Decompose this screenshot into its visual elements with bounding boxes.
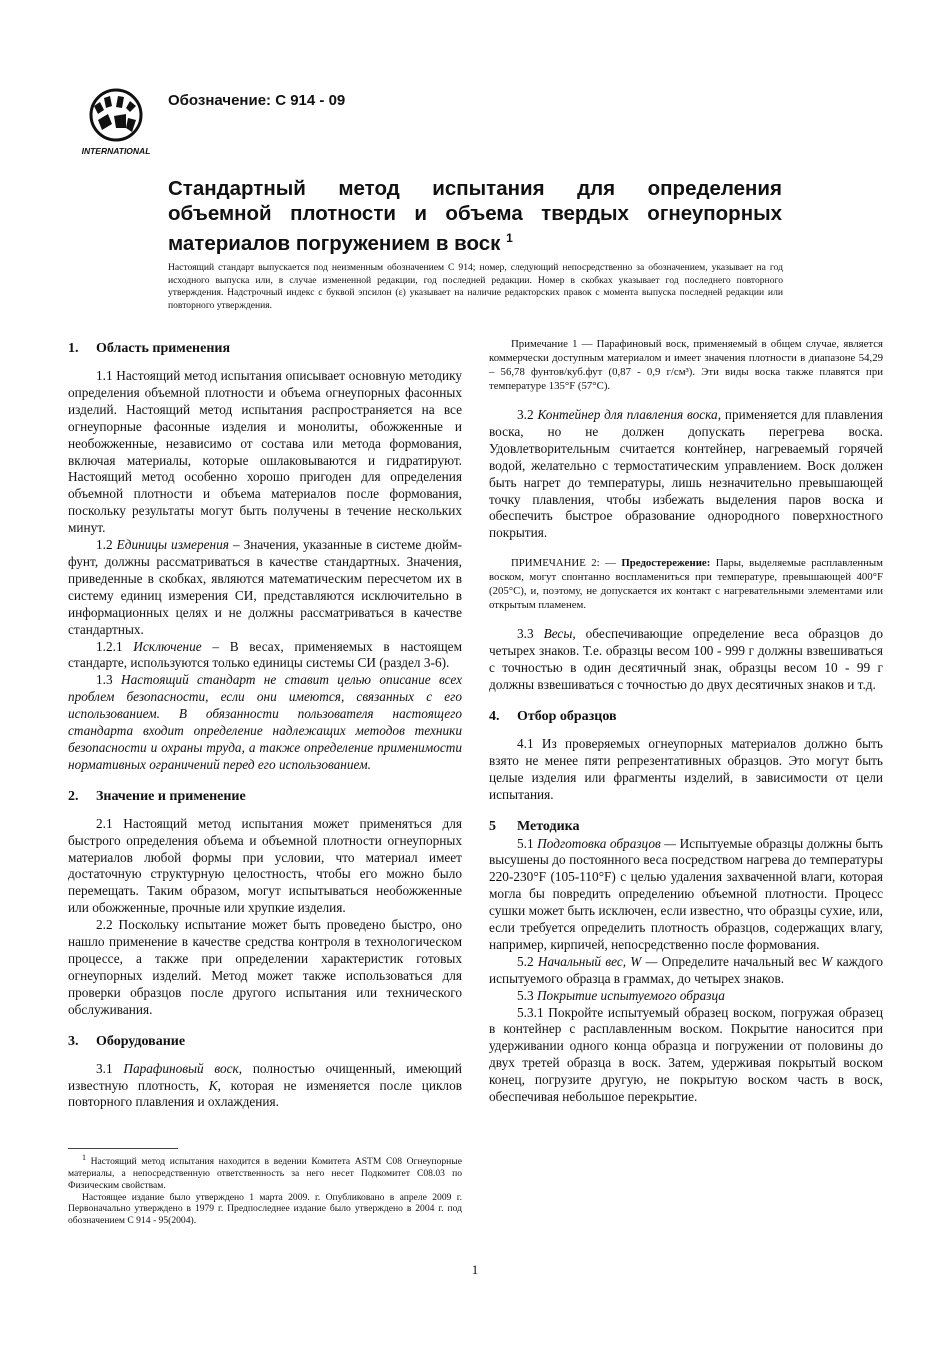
para-2-1: 2.1 Настоящий метод испытания может применяться для быстрого определения объема и объемной плотности огнеупорных материалов любой формы при условии, что материал имеет достаточную структурную целостность, чтобы его можно было перемещать. Таким образом, могут испытываться необожженные или обожженные, прочные или хрупкие изделия. — [68, 815, 462, 916]
preamble: Настоящий стандарт выпускается под неизменным обозначением C 914; номер, следующий непосредственно за обозначением, указывает на год исходного выпуска или, в случае измененной редакции, год последней редакции. Номер в скобках указывает год последнего повторного утверждения. Надстрочный индекс с буквой эпсилон (ε) указывает на наличие редакторских правок с момента выпуска последней редакции или повторного утверждения. — [168, 262, 783, 311]
footnote-2: Настоящее издание было утверждено 1 марта 2009. г. Опубликовано в апреле 2009 г. Первоначально утверждено в 1979 г. Предпоследнее издание было утверждено в 2004 г. под обозначением C 914 - 95(2004). — [68, 1191, 462, 1227]
para-1-1: 1.1 Настоящий метод испытания описывает основную методику определения объемной плотности и объема огнеупорных фасонных изделий. Настоящий метод испытания распространяется на все огнеупорные фасонные изделия и монолиты, обожженные и необожженные, независимо от состава или метода формования, включая материалы, которые ошлаковываются и гидратируют. Настоящий метод особенно хорошо пригоден для определения объемной плотности и объема материалов после формования, поскольку результаты могут быть получены в течение нескольких минут. — [68, 368, 462, 536]
left-column — [68, 340, 462, 1111]
section-5-heading: 5 Методика — [489, 818, 580, 834]
page-number: 1 — [471, 1262, 479, 1277]
right-column — [489, 337, 883, 1106]
section-4-heading: 4. Отбор образцов — [489, 708, 617, 724]
note-1: Примечание 1 — Парафиновый воск, применяемый в общем случае, является коммерчески доступным материалом и имеет значения плотности в диапазоне 54,29 – 56,78 фунтов/куб.фут (0,87 - 0,9 г/см³). Эти виды воска также плавятся при температуре 135°F (57°C). — [489, 338, 883, 392]
section-2-heading: 2. Значение и применение — [68, 788, 246, 804]
footnotes — [68, 1152, 462, 1227]
svg-text:INTERNATIONAL: INTERNATIONAL — [81, 146, 151, 156]
para-5-1: 5.1 Подготовка образцов — Испытуемые образцы должны быть высушены до постоянного веса посредством нагрева до температуры 220-230°F (105-110°F) с целью удаления захваченной влаги, которая могла бы повредить определению объемной плотности. Процесс сушки может быть исключен, если известно, что образцы сухие, или, если требуется определить плотность образцов, содержащих влагу, например, кирпичей, непосредственно после формования. — [489, 835, 883, 952]
footnote-divider — [68, 1148, 178, 1149]
para-5-3: 5.3 Покрытие испытуемого образца — [517, 987, 725, 1003]
para-5-2: 5.2 Начальный вес, W — Определите начальный вес W каждого испытуемого образца в граммах, до четырех знаков. — [489, 953, 883, 986]
para-3-3: 3.3 Весы, обеспечивающие определение веса образцов до четырех знаков. Т.е. образцы весом 100 - 999 г должны взвешиваться с точностью в один десятичный знак, образцы весом 10 - 99 г должны взвешиваться с точностью до двух десятичных знаков и т.д. — [489, 626, 883, 692]
para-5-3-1: 5.3.1 Покройте испытуемый образец воском, погружая образец в контейнер с расплавленным воском. Покрытие наносится при удерживании одного конца образца и погружении от половины до двух третей образца в воск. Затем, удерживая покрытый воском конец, погрузите другую, не покрытую воском часть в воск, обеспечивая небольшое перекрытие. — [489, 1004, 883, 1105]
footnote-1: $^1$ Настоящий метод испытания находится в ведении Комитета ASTM C08 Огнеупорные материалы, а непосредственную ответственность за него несет Подкомитет C08.03 по Физическим свойствам. — [68, 1153, 462, 1191]
para-1-2-1: 1.2.1 Исключение – В весах, применяемых в настоящем стандарте, используются только единицы системы СИ (раздел 3-6). — [68, 638, 462, 671]
title-text: Стандартный метод испытания для определения объемной плотности и объема твердых огнеупорных материалов погружением в воск — [168, 177, 782, 255]
para-3-2: 3.2 Контейнер для плавления воска, применяется для плавления воска, но не должен допускать перегрева воска. Удовлетворительным считается контейнер, нагреваемый горячей водой, желательно с термостатическим управлением. Воск должен быть нагрет до температуры, лишь незначительно превышающей точку плавления, чтобы избежать выделения паров воска и обеспечить быстрое образование однородного поверхностного покрытия. — [489, 407, 884, 541]
astm-logo — [74, 84, 158, 158]
section-1-heading: 1. Область применения — [68, 341, 231, 356]
note-2: ПРИМЕЧАНИЕ 2: — Предостережение: Пары, выделяемые расплавленным воском, могут спонтанно воспламениться при температуре, превышающей 400°F (205°C), и, поэтому, не допускается их контакт с нагревательными элементами или открытым пламенем. — [489, 557, 884, 612]
section-3-heading: 3. Оборудование — [68, 1033, 186, 1049]
para-4-1: 4.1 Из проверяемых огнеупорных материалов должно быть взято не менее пяти репрезентативных образцов. Это могут быть целые изделия или фрагменты изделий, в зависимости от цели испытания. — [489, 735, 883, 802]
para-1-3: 1.3 Настоящий стандарт не ставит целью описание всех проблем безопасности, если они имеются, связанных с его использованием. В обязанности пользователя настоящего стандарта входит определение надлежащих методов техники безопасности и охраны труда, а также определение применимости нормативных ограничений перед его использованием. — [68, 672, 462, 772]
para-2-2: 2.2 Поскольку испытание может быть проведено быстро, оно нашло применение в качестве средства контроля в технологическом процессе, а также при определении характеристик готовых огнеупорных изделий. Метод может также использоваться для проверки образцов после другого испытания или технического обслуживания. — [68, 917, 462, 1017]
page-title — [168, 176, 782, 256]
para-1-2: 1.2 Единицы измерения – Значения, указанные в системе дюйм-фунт, должны рассматриваться в качестве стандартных. Значения, приведенные в скобках, являются математическим пересчетом их в систему единиц измерения СИ, представляются исключительно в информационных целях и не должны рассматриваться в качестве стандартных. — [68, 537, 462, 637]
designation: Обозначение: C 914 - 09 — [168, 92, 346, 109]
para-3-1: 3.1 Парафиновый воск, полностью очищенный, имеющий известную плотность, K, которая не изменяется после циклов повторного плавления и охлаждения. — [68, 1060, 462, 1110]
title-footnote-mark: 1 — [506, 231, 513, 245]
